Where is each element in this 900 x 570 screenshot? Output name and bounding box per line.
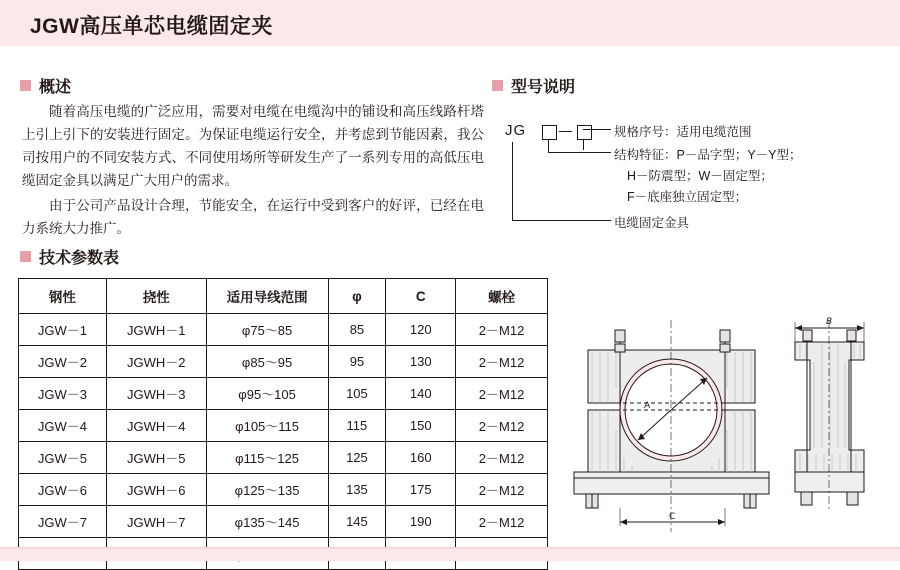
table-cell: 2－M12: [456, 378, 548, 410]
section-heading-model: [492, 74, 575, 97]
table-cell: 145: [328, 506, 386, 538]
column-header: C: [386, 279, 456, 314]
table-row: [19, 346, 548, 378]
table-cell: JGWH－1: [106, 314, 206, 346]
cable-clamp-drawing-svg: [552, 300, 892, 550]
model-code-prefix: JG: [505, 122, 527, 139]
table-cell: 130: [386, 346, 456, 378]
table-cell: 2－M12: [456, 314, 548, 346]
square-marker-icon: [20, 80, 31, 91]
table-cell: JGWH－7: [106, 506, 206, 538]
leader-line-vertical: [548, 139, 549, 152]
table-cell: JGW－3: [19, 378, 107, 410]
section-title-model: 型号说明: [511, 79, 576, 96]
table-cell: 125: [328, 442, 386, 474]
leader-line-vertical: [583, 139, 584, 150]
table-cell: φ135～145: [206, 506, 328, 538]
table-cell: JGW－4: [19, 410, 107, 442]
model-note-5: 电缆固定金具: [614, 216, 690, 230]
table-cell: 150: [386, 410, 456, 442]
column-header: 钢性: [19, 279, 107, 314]
table-row: [19, 506, 548, 538]
model-diagram: [492, 98, 892, 238]
svg-text:A: A: [644, 401, 651, 411]
svg-text:C: C: [669, 512, 676, 522]
svg-text:B: B: [826, 317, 833, 327]
leader-line-horizontal: [583, 129, 611, 130]
table-cell: JGW－2: [19, 346, 107, 378]
table-cell: 85: [328, 314, 386, 346]
table-cell: 2－M12: [456, 442, 548, 474]
model-note-4: F－底座独立固定型；: [627, 190, 748, 204]
leader-line-horizontal: [548, 152, 611, 153]
table-cell: 175: [386, 474, 456, 506]
section-title-params: 技术参数表: [39, 250, 120, 267]
table-cell: 135: [328, 474, 386, 506]
table-cell: φ95～105: [206, 378, 328, 410]
model-box-1: [542, 125, 557, 140]
table-cell: JGWH－3: [106, 378, 206, 410]
square-marker-icon: [492, 80, 503, 91]
column-header: 挠性: [106, 279, 206, 314]
section-heading-overview: [20, 74, 71, 97]
column-header: 螺栓: [456, 279, 548, 314]
table-cell: 160: [386, 442, 456, 474]
table-cell: JGWH－4: [106, 410, 206, 442]
overview-paragraph-1: 随着高压电缆的广泛应用，需要对电缆在电缆沟中的铺设和高压线路杆塔上引上引下的安装进行固定。为保证电缆运行安全，并考虑到节能因素，我公司按用户的不同安装方式、不同使用场所等研发生产了一系列专用的高低压电缆固定金具以满足广大用户的需求。: [22, 104, 484, 188]
table-cell: JGW－1: [19, 314, 107, 346]
section-heading-params: [20, 245, 119, 268]
table-row: [19, 378, 548, 410]
column-header: φ: [328, 279, 386, 314]
model-note-2: 结构特征：P－品字型；Y－Y型；: [614, 148, 802, 162]
table-cell: 140: [386, 378, 456, 410]
table-cell: φ115～125: [206, 442, 328, 474]
section-title-overview: 概述: [39, 79, 72, 96]
params-table-wrapper: [18, 278, 548, 570]
leader-line-horizontal: [512, 220, 611, 221]
table-cell: JGW－5: [19, 442, 107, 474]
table-cell: JGWH－6: [106, 474, 206, 506]
table-cell: 2－M12: [456, 506, 548, 538]
table-cell: JGW－7: [19, 506, 107, 538]
table-row: [19, 314, 548, 346]
table-row: [19, 474, 548, 506]
overview-paragraph-2: 由于公司产品设计合理，节能安全，在运行中受到客户的好评，已经在电力系统大力推广。: [22, 198, 484, 236]
table-cell: 2－M12: [456, 346, 548, 378]
table-cell: 190: [386, 506, 456, 538]
table-cell: 95: [328, 346, 386, 378]
table-cell: φ85～95: [206, 346, 328, 378]
table-body: [19, 314, 548, 570]
params-table: [18, 278, 548, 570]
model-box-2: [577, 125, 592, 140]
table-cell: φ105～115: [206, 410, 328, 442]
model-note-1: 规格序号：适用电缆范围: [614, 125, 752, 139]
table-cell: 115: [328, 410, 386, 442]
table-header-row: [19, 279, 548, 314]
square-marker-icon: [20, 251, 31, 262]
model-dash-icon: [559, 131, 572, 132]
product-drawing: [552, 300, 892, 550]
model-note-3: H－防震型；W－固定型；: [627, 169, 773, 183]
table-cell: 2－M12: [456, 474, 548, 506]
table-cell: φ75～85: [206, 314, 328, 346]
table-cell: JGWH－2: [106, 346, 206, 378]
table-cell: 105: [328, 378, 386, 410]
footer-band: [0, 549, 900, 561]
page-title: JGW高压单芯电缆固定夹: [30, 15, 273, 38]
leader-line-vertical: [512, 142, 513, 220]
table-row: [19, 442, 548, 474]
table-cell: 2－M12: [456, 410, 548, 442]
table-cell: JGWH－5: [106, 442, 206, 474]
table-row: [19, 410, 548, 442]
column-header: 适用导线范围: [206, 279, 328, 314]
table-cell: φ125～135: [206, 474, 328, 506]
overview-text: [22, 100, 484, 242]
table-cell: JGW－6: [19, 474, 107, 506]
table-cell: 120: [386, 314, 456, 346]
